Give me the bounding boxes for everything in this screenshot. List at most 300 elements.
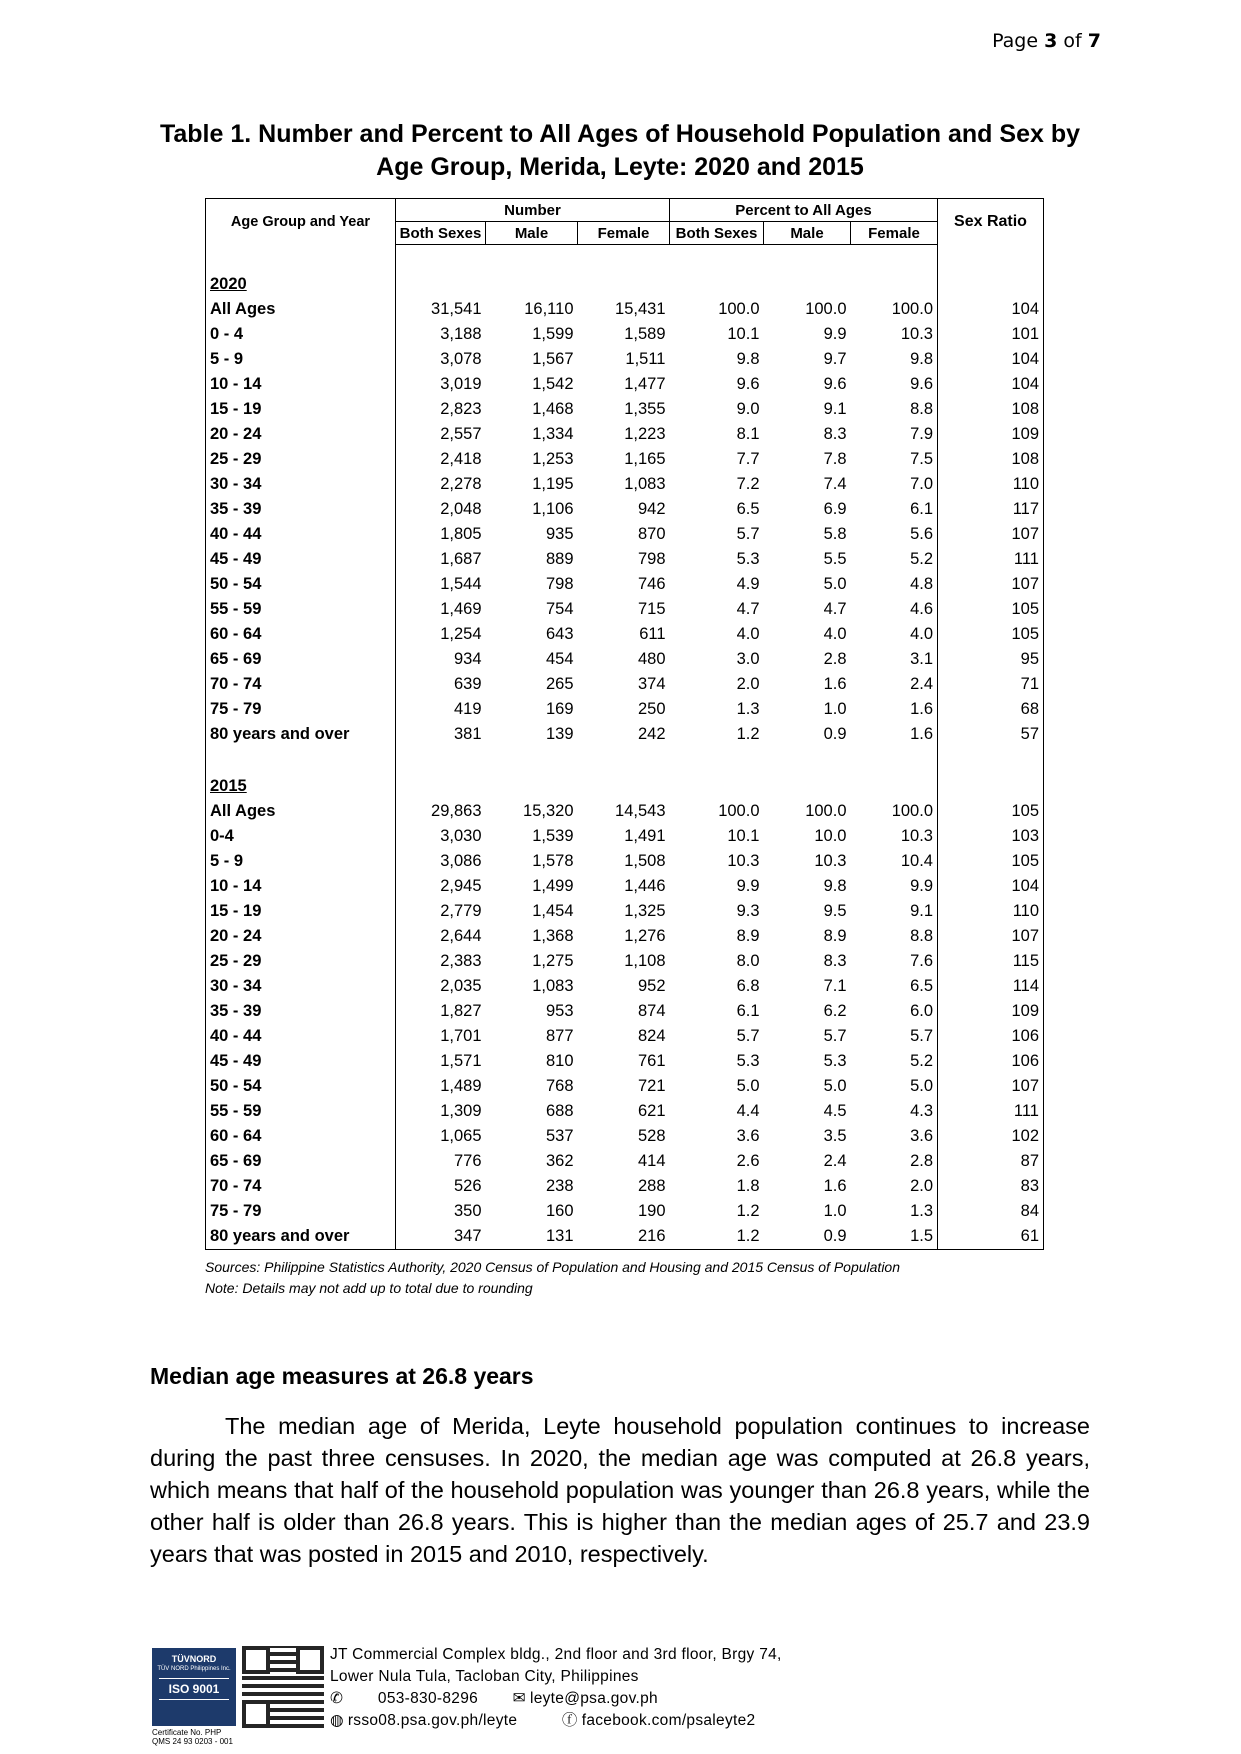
table-cell: 715 <box>637 600 666 618</box>
table-cell: 5.3 <box>736 1052 760 1070</box>
table-cell: 1,309 <box>440 1102 482 1120</box>
table-title: Table 1. Number and Percent to All Ages of Household Population and Sex by Age Group, Merida, Leyte: 2020 and 2015 <box>159 120 1081 181</box>
table-cell: 100.0 <box>805 802 847 820</box>
age-group-label: 80 years and over <box>206 722 396 747</box>
table-cell: 7.0 <box>910 475 933 493</box>
table-cell <box>764 774 851 799</box>
table-cell <box>206 245 396 273</box>
table-cell: 109 <box>938 999 1044 1024</box>
table-cell: 10.3 <box>900 325 933 343</box>
table-cell <box>578 272 670 297</box>
section-heading: Median age measures at 26.8 years <box>150 1363 534 1389</box>
table-cell: 798 <box>637 550 666 568</box>
table-cell: 111 <box>938 547 1044 572</box>
table-cell: 8.1 <box>736 425 760 443</box>
age-group-label: 15 - 19 <box>206 397 396 422</box>
table-row <box>206 572 1044 597</box>
table-cell: 1.6 <box>823 675 847 693</box>
table-row <box>206 422 1044 447</box>
table-row <box>206 1174 1044 1199</box>
table-cell: 1,542 <box>532 375 574 393</box>
table-cell: 537 <box>545 1127 574 1145</box>
table-row <box>206 447 1044 472</box>
age-group-label: All Ages <box>206 297 396 322</box>
table-cell: 265 <box>545 675 574 693</box>
table-row <box>206 1199 1044 1224</box>
table-row <box>206 522 1044 547</box>
table-cell: 5.5 <box>823 550 847 568</box>
table-cell: 3,078 <box>440 350 482 368</box>
spacer-row <box>206 245 1044 273</box>
table-cell: 10.0 <box>814 827 847 845</box>
table-cell: 250 <box>637 700 666 718</box>
table-cell: 108 <box>938 397 1044 422</box>
table-row <box>206 397 1044 422</box>
table-cell: 3.0 <box>736 650 760 668</box>
table-cell: 8.9 <box>736 927 760 945</box>
table-cell <box>578 774 670 799</box>
table-row <box>206 949 1044 974</box>
table-cell: 5.7 <box>910 1027 933 1045</box>
table-cell: 1.3 <box>736 700 760 718</box>
header-pct-both-sexes: Both Sexes <box>670 222 764 245</box>
table-cell <box>578 747 670 774</box>
table-cell: 111 <box>938 1099 1044 1124</box>
table-cell: 71 <box>938 672 1044 697</box>
table-cell: 107 <box>938 924 1044 949</box>
page-current: 3 <box>1044 30 1058 52</box>
table-cell: 1,108 <box>624 952 666 970</box>
table-cell: 101 <box>938 322 1044 347</box>
table-cell: 108 <box>938 447 1044 472</box>
table-cell: 7.2 <box>736 475 760 493</box>
table-row <box>206 1074 1044 1099</box>
table-row <box>206 824 1044 849</box>
age-group-label: 10 - 14 <box>206 372 396 397</box>
table-cell: 7.4 <box>823 475 847 493</box>
table-cell: 8.3 <box>823 425 847 443</box>
table-cell: 1,165 <box>624 450 666 468</box>
table-cell: 3,019 <box>440 375 482 393</box>
iso-brand: TÜVNORD <box>171 1654 217 1664</box>
table-cell: 870 <box>637 525 666 543</box>
age-group-label: 50 - 54 <box>206 1074 396 1099</box>
table-cell: 5.7 <box>736 525 760 543</box>
table-cell: 1.6 <box>910 725 933 743</box>
table-cell: 16,110 <box>524 300 574 318</box>
table-cell: 1.8 <box>736 1177 760 1195</box>
iso-certification-logo <box>152 1648 236 1726</box>
footer <box>152 1636 792 1746</box>
table-cell: 5.0 <box>823 1077 847 1095</box>
year-row <box>206 272 1044 297</box>
table-cell <box>206 747 396 774</box>
table-cell: 5.0 <box>910 1077 933 1095</box>
table-cell: 3,086 <box>440 852 482 870</box>
table-cell: 7.9 <box>910 425 933 443</box>
table-cell: 0.9 <box>823 1227 847 1245</box>
age-group-label: 0 - 4 <box>206 322 396 347</box>
header-female: Female <box>578 222 670 245</box>
table-cell: 29,863 <box>431 802 482 820</box>
table-cell: 5.0 <box>823 575 847 593</box>
facebook-link[interactable]: facebook.com/psaleyte2 <box>581 1712 756 1729</box>
table-cell: 6.1 <box>910 500 933 518</box>
table-cell: 2.0 <box>736 675 760 693</box>
table-cell: 1,508 <box>624 852 666 870</box>
table-cell <box>764 245 851 273</box>
table-cell: 5.2 <box>910 550 933 568</box>
age-group-label: 70 - 74 <box>206 672 396 697</box>
age-group-label: 5 - 9 <box>206 849 396 874</box>
table-row <box>206 297 1044 322</box>
header-number: Number <box>396 199 670 222</box>
table-row <box>206 874 1044 899</box>
table-cell: 169 <box>545 700 574 718</box>
table-cell: 2.4 <box>910 675 933 693</box>
table-cell: 9.8 <box>823 877 847 895</box>
table-cell <box>764 747 851 774</box>
table-cell: 5.3 <box>823 1052 847 1070</box>
table-cell: 190 <box>637 1202 666 1220</box>
table-cell: 104 <box>938 874 1044 899</box>
table-cell: 6.1 <box>736 1002 760 1020</box>
table-cell: 362 <box>545 1152 574 1170</box>
age-group-label: 35 - 39 <box>206 999 396 1024</box>
table-cell <box>486 245 578 273</box>
table-cell: 9.1 <box>910 902 933 920</box>
table-cell: 953 <box>545 1002 574 1020</box>
table-cell: 105 <box>938 622 1044 647</box>
table-cell: 104 <box>938 297 1044 322</box>
table-cell: 160 <box>545 1202 574 1220</box>
page-total: 7 <box>1087 30 1101 52</box>
table-cell: 9.9 <box>910 877 933 895</box>
header-percent: Percent to All Ages <box>670 199 938 222</box>
age-group-label: 55 - 59 <box>206 1099 396 1124</box>
table-cell: 1,805 <box>440 525 482 543</box>
table-cell: 106 <box>938 1049 1044 1074</box>
table-cell <box>486 747 578 774</box>
table-cell <box>938 272 1044 297</box>
table-cell: 1,276 <box>624 927 666 945</box>
table-body <box>206 245 1044 1250</box>
table-cell: 216 <box>637 1227 666 1245</box>
table-cell: 1.0 <box>823 1202 847 1220</box>
table-cell: 761 <box>637 1052 666 1070</box>
table-cell: 611 <box>639 625 666 643</box>
table-cell: 4.4 <box>736 1102 760 1120</box>
age-group-label: 20 - 24 <box>206 924 396 949</box>
table-cell: 643 <box>545 625 574 643</box>
table-cell: 1,599 <box>532 325 574 343</box>
table-cell: 5.7 <box>823 1027 847 1045</box>
table-cell: 107 <box>938 522 1044 547</box>
year-label: 2020 <box>206 272 396 297</box>
age-group-label: 65 - 69 <box>206 1149 396 1174</box>
table-cell: 100.0 <box>805 300 847 318</box>
table-cell: 754 <box>545 600 574 618</box>
table-cell: 105 <box>938 799 1044 824</box>
table-cell: 5.0 <box>736 1077 760 1095</box>
table-cell: 9.9 <box>823 325 847 343</box>
table-cell: 1,254 <box>440 625 482 643</box>
table-cell <box>938 747 1044 774</box>
table-cell: 100.0 <box>718 802 760 820</box>
table-cell: 9.1 <box>823 400 847 418</box>
table-cell <box>578 245 670 273</box>
header-male: Male <box>486 222 578 245</box>
table-cell: 942 <box>637 500 666 518</box>
table-row <box>206 799 1044 824</box>
table-cell <box>851 245 938 273</box>
population-table-container <box>205 198 1043 1250</box>
phone-number: 053-830-8296 <box>377 1690 479 1707</box>
table-row <box>206 1149 1044 1174</box>
table-cell: 4.0 <box>910 625 933 643</box>
table-cell: 9.8 <box>910 350 933 368</box>
table-cell: 1,499 <box>532 877 574 895</box>
table-cell: 14,543 <box>615 802 666 820</box>
table-cell: 5.7 <box>736 1027 760 1045</box>
year-label: 2015 <box>206 774 396 799</box>
iso-label: ISO 9001 <box>159 1678 229 1700</box>
table-row <box>206 974 1044 999</box>
table-cell: 109 <box>938 422 1044 447</box>
age-group-label: 50 - 54 <box>206 572 396 597</box>
table-cell <box>851 747 938 774</box>
table-cell: 1,083 <box>532 977 574 995</box>
table-cell: 4.5 <box>823 1102 847 1120</box>
table-cell: 6.9 <box>823 500 847 518</box>
header-pct-male: Male <box>764 222 851 245</box>
header-both-sexes: Both Sexes <box>396 222 486 245</box>
age-group-label: 10 - 14 <box>206 874 396 899</box>
table-cell: 8.8 <box>910 400 933 418</box>
table-cell: 6.5 <box>910 977 933 995</box>
population-table <box>205 198 1044 1250</box>
age-group-label: 75 - 79 <box>206 697 396 722</box>
table-cell: 1,511 <box>625 350 666 368</box>
table-cell: 10.3 <box>900 827 933 845</box>
table-cell: 107 <box>938 572 1044 597</box>
table-cell: 238 <box>545 1177 574 1195</box>
table-cell: 0.9 <box>823 725 847 743</box>
table-cell: 1,571 <box>440 1052 482 1070</box>
age-group-label: 45 - 49 <box>206 547 396 572</box>
table-row <box>206 347 1044 372</box>
table-cell: 935 <box>545 525 574 543</box>
table-cell: 84 <box>938 1199 1044 1224</box>
table-cell: 3,030 <box>440 827 482 845</box>
age-group-label: 25 - 29 <box>206 949 396 974</box>
table-cell: 107 <box>938 1074 1044 1099</box>
table-cell: 381 <box>453 725 482 743</box>
table-cell: 68 <box>938 697 1044 722</box>
table-cell: 2.4 <box>823 1152 847 1170</box>
table-cell: 6.5 <box>736 500 760 518</box>
table-cell <box>486 774 578 799</box>
table-cell: 131 <box>545 1227 574 1245</box>
table-cell: 95 <box>938 647 1044 672</box>
table-row <box>206 899 1044 924</box>
table-row <box>206 1124 1044 1149</box>
table-cell: 1,589 <box>624 325 666 343</box>
table-cell: 7.7 <box>736 450 760 468</box>
table-cell: 7.8 <box>823 450 847 468</box>
table-cell: 9.6 <box>736 375 760 393</box>
table-cell: 87 <box>938 1149 1044 1174</box>
table-cell: 1.2 <box>736 1227 760 1245</box>
table-cell <box>670 747 764 774</box>
table-row <box>206 372 1044 397</box>
table-cell: 1,454 <box>532 902 574 920</box>
table-cell: 1.2 <box>736 1202 760 1220</box>
age-group-label: 40 - 44 <box>206 1024 396 1049</box>
table-cell: 8.0 <box>736 952 760 970</box>
table-cell: 106 <box>938 1024 1044 1049</box>
table-cell: 350 <box>453 1202 482 1220</box>
table-cell: 528 <box>637 1127 666 1145</box>
table-cell: 1,106 <box>532 500 574 518</box>
table-cell: 2,557 <box>440 425 482 443</box>
table-cell: 5.8 <box>823 525 847 543</box>
table-cell: 1,578 <box>532 852 574 870</box>
header-pct-female: Female <box>851 222 938 245</box>
table-cell <box>396 245 486 273</box>
table-cell: 1,544 <box>440 575 482 593</box>
table-cell: 2,035 <box>440 977 482 995</box>
table-cell <box>670 245 764 273</box>
table-cell <box>486 272 578 297</box>
rounding-note: Note: Details may not add up to total due to rounding <box>205 1280 533 1296</box>
table-row <box>206 849 1044 874</box>
table-cell: 776 <box>453 1152 482 1170</box>
table-cell: 934 <box>453 650 482 668</box>
age-group-label: 30 - 34 <box>206 472 396 497</box>
table-cell: 31,541 <box>431 300 482 318</box>
table-cell: 6.8 <box>736 977 760 995</box>
table-cell: 2,048 <box>440 500 482 518</box>
sources-note: Sources: Philippine Statistics Authority, 2020 Census of Population and Housing and 2015 Census of Population <box>205 1259 900 1275</box>
table-row <box>206 722 1044 747</box>
table-row <box>206 597 1044 622</box>
table-cell: 114 <box>938 974 1044 999</box>
table-cell: 7.5 <box>910 450 933 468</box>
table-cell: 10.4 <box>900 852 933 870</box>
table-cell: 102 <box>938 1124 1044 1149</box>
table-cell: 2,383 <box>440 952 482 970</box>
table-row <box>206 1024 1044 1049</box>
table-cell: 1,334 <box>532 425 574 443</box>
table-cell: 1,195 <box>532 475 574 493</box>
table-cell: 9.6 <box>823 375 847 393</box>
page-label: Page <box>992 30 1039 52</box>
table-cell: 1.6 <box>823 1177 847 1195</box>
table-cell: 1,446 <box>624 877 666 895</box>
age-group-label: 35 - 39 <box>206 497 396 522</box>
table-cell <box>851 774 938 799</box>
table-row <box>206 547 1044 572</box>
table-cell <box>396 774 486 799</box>
table-cell: 10.3 <box>727 852 760 870</box>
table-cell: 2,278 <box>440 475 482 493</box>
table-cell: 1,469 <box>440 600 482 618</box>
table-cell: 374 <box>637 675 666 693</box>
table-cell: 874 <box>637 1002 666 1020</box>
table-cell: 454 <box>545 650 574 668</box>
table-cell: 2.8 <box>910 1152 933 1170</box>
table-cell: 9.0 <box>736 400 760 418</box>
table-cell: 526 <box>453 1177 482 1195</box>
table-cell: 1,253 <box>532 450 574 468</box>
table-cell: 1,701 <box>440 1027 482 1045</box>
table-cell: 2,418 <box>440 450 482 468</box>
table-cell: 6.0 <box>910 1002 933 1020</box>
table-cell: 1,468 <box>532 400 574 418</box>
table-cell: 9.9 <box>736 877 760 895</box>
iso-sub: TÜV NORD Philippines Inc. <box>157 1666 231 1672</box>
table-cell: 1,827 <box>440 1002 482 1020</box>
age-group-label: 80 years and over <box>206 1224 396 1250</box>
table-cell: 105 <box>938 849 1044 874</box>
page-number <box>992 30 1101 52</box>
table-cell: 1,539 <box>532 827 574 845</box>
table-row <box>206 924 1044 949</box>
age-group-label: 40 - 44 <box>206 522 396 547</box>
table-cell: 139 <box>545 725 574 743</box>
table-cell: 61 <box>938 1224 1044 1250</box>
website-link[interactable]: rsso08.psa.gov.ph/leyte <box>347 1712 518 1729</box>
table-cell: 1,065 <box>440 1127 482 1145</box>
email-link[interactable]: leyte@psa.gov.ph <box>529 1690 658 1707</box>
table-cell: 100.0 <box>891 802 933 820</box>
table-cell: 4.9 <box>736 575 760 593</box>
table-row <box>206 697 1044 722</box>
age-group-label: 75 - 79 <box>206 1199 396 1224</box>
age-group-label: 55 - 59 <box>206 597 396 622</box>
table-cell: 8.8 <box>910 927 933 945</box>
table-cell: 1.5 <box>910 1227 933 1245</box>
table-cell: 10.1 <box>727 325 760 343</box>
table-cell: 110 <box>938 472 1044 497</box>
table-cell <box>851 272 938 297</box>
table-cell: 3,188 <box>440 325 482 343</box>
table-cell: 889 <box>545 550 574 568</box>
certificate-number: Certificate No. PHP <box>152 1728 222 1737</box>
table-cell: 810 <box>545 1052 574 1070</box>
table-cell: 5.3 <box>736 550 760 568</box>
table-cell: 2,823 <box>440 400 482 418</box>
qr-code-icon <box>242 1646 324 1728</box>
table-cell: 7.1 <box>823 977 847 995</box>
table-cell: 1.6 <box>910 700 933 718</box>
table-cell: 57 <box>938 722 1044 747</box>
table-cell: 1,368 <box>532 927 574 945</box>
table-cell <box>670 774 764 799</box>
address-line-1: JT Commercial Complex bldg., 2nd floor and 3rd floor, Brgy 74, <box>330 1646 782 1663</box>
table-cell: 6.2 <box>823 1002 847 1020</box>
table-cell: 414 <box>637 1152 666 1170</box>
age-group-label: 65 - 69 <box>206 647 396 672</box>
table-cell: 4.8 <box>910 575 933 593</box>
table-cell: 288 <box>637 1177 666 1195</box>
age-group-label: 15 - 19 <box>206 899 396 924</box>
table-cell: 952 <box>637 977 666 995</box>
table-row <box>206 622 1044 647</box>
table-row <box>206 1099 1044 1124</box>
table-cell: 9.3 <box>736 902 760 920</box>
